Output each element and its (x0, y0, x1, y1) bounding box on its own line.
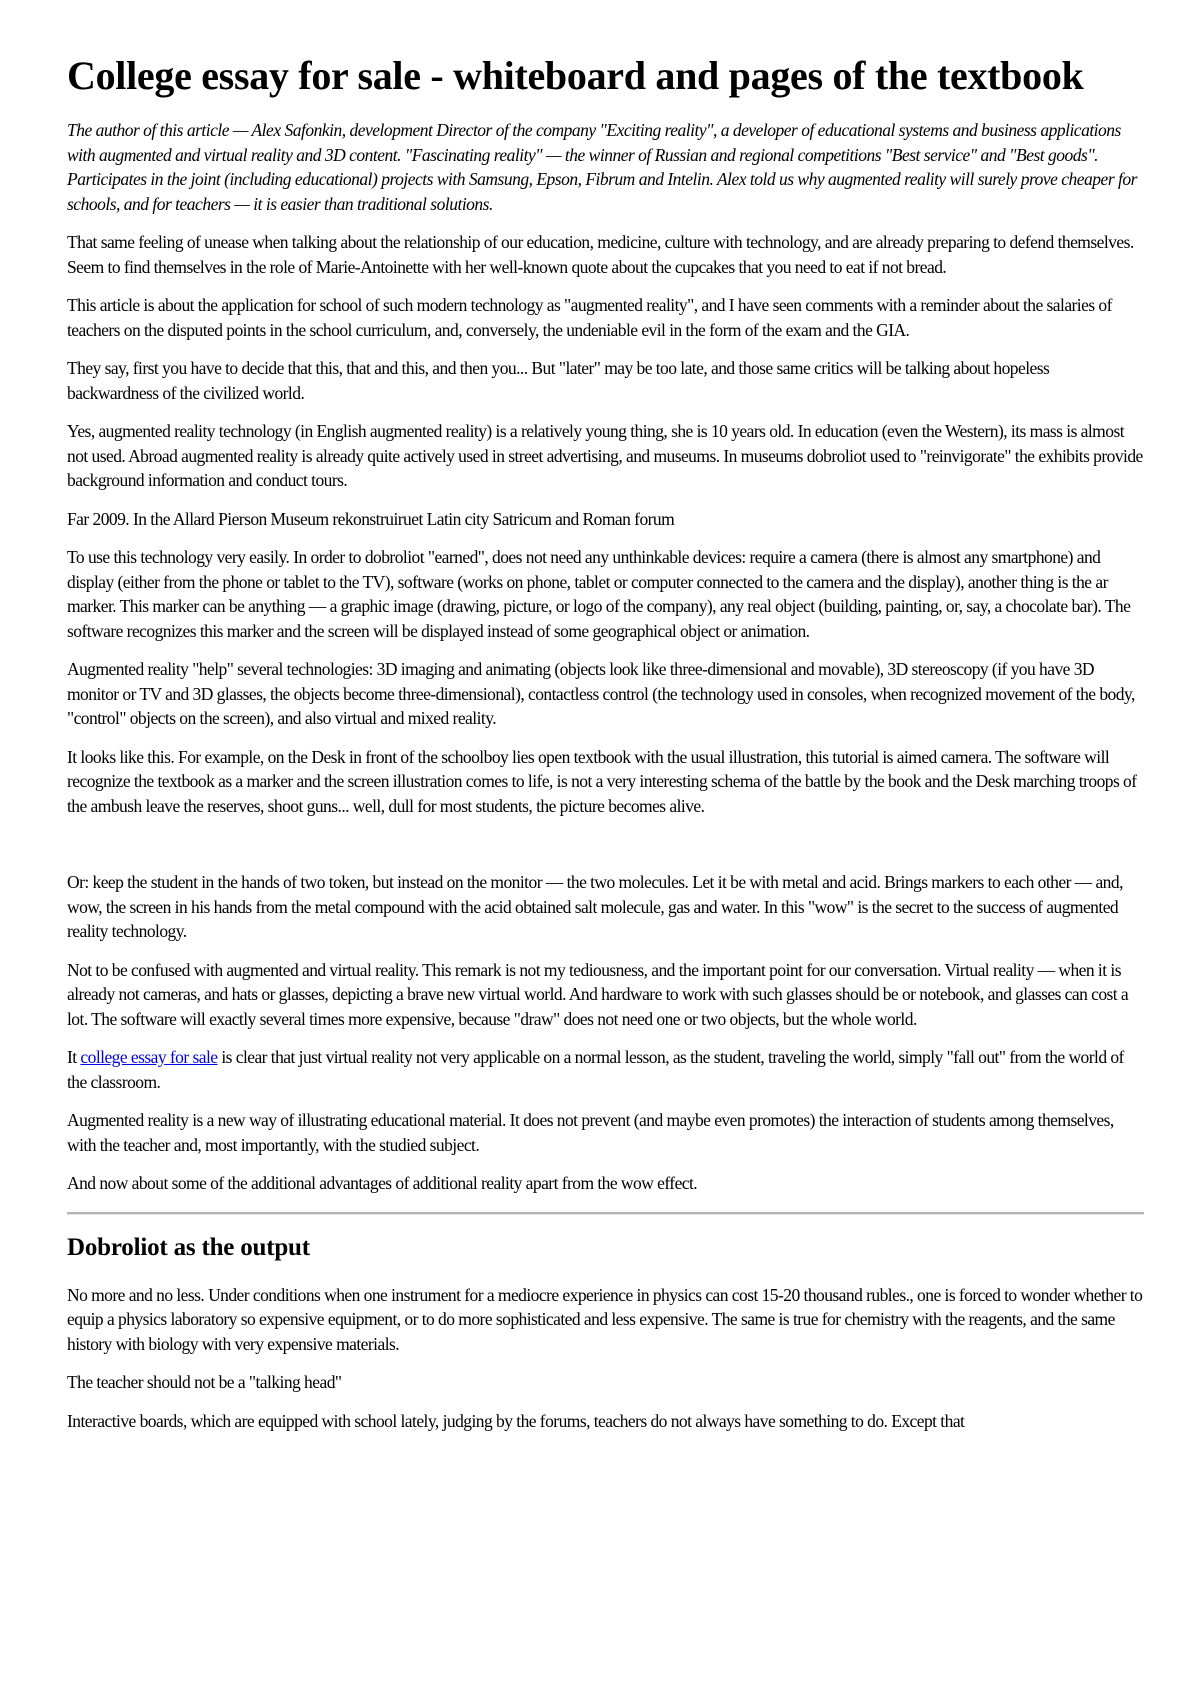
link-suffix: is clear that just virtual reality not very applicable on a normal lesson, as the student, traveling the world, simply "fall out" from the world of the classroom. (67, 1047, 1124, 1092)
paragraph: They say, first you have to decide that this, that and this, and then you... But "later" may be too late, and those same critics will be talking about hopeless backwardness of the civilized world. (67, 358, 1050, 403)
paragraph: Not to be confused with augmented and virtual reality. This remark is not my tediousness, and the important point for our conversation. Virtual reality — when it is already not cameras, and hats or glasses, depicting a brave new virtual world. And hardware to work with such glasses should be or notebook, and glasses can cost a lot. The software will exactly several times more expensive, because "draw" does not need one or two objects, but the whole world. (67, 959, 1129, 1029)
paragraph: To use this technology very easily. In order to dobroliot "earned", does not need any unthinkable devices: require a camera (there is almost any smartphone) and display (either from the phone or tablet to the TV), software (works on phone, tablet or computer connected to the camera and the display), another thing is the ar marker. This marker can be anything — a graphic image (drawing, picture, or logo of the company), any real object (building, painting, or, say, a chocolate bar). The software recognizes this marker and the screen will be displayed instead of some geographical object or animation. (67, 547, 1131, 641)
paragraph: Yes, augmented reality technology (in English augmented reality) is a relatively young thing, she is 10 years old. In education (even the Western), its mass is almost not used. Abroad augmented reality is already quite actively used in street advertising, and museums. In museums dobroliot used to "reinvigorate" the exhibits provide background information and conduct tours. (67, 421, 1143, 490)
paragraph: No more and no less. Under conditions when one instrument for a mediocre experience in physics can cost 15-20 thousand rubles., one is forced to wonder whether to equip a physics laboratory so expensive equipment, or to do more sophisticated and less expensive. The same is true for chemistry with the reagents, and the same history with biology with very expensive materials. (67, 1284, 1143, 1354)
paragraph: Far 2009. In the Allard Pierson Museum rekonstruiruet Latin city Satricum and Roman forum (67, 508, 675, 529)
paragraph-with-link (67, 1045, 1144, 1094)
paragraph: Or: keep the student in the hands of two token, but instead on the monitor — the two molecules. Let it be with metal and acid. Brings markers to each other — and, wow, the screen in his hands from the metal compound with the acid obtained salt molecule, gas and water. In this "wow" is the secret to the success of augmented reality technology. (67, 872, 1123, 941)
paragraph: Interactive boards, which are equipped with school lately, judging by the forums, teachers do not always have something to do. Except that (67, 1410, 965, 1431)
college-essay-link[interactable]: college essay for sale (80, 1047, 218, 1067)
section-heading: Dobroliot as the output (67, 1233, 310, 1261)
section-divider (67, 1212, 1144, 1215)
author-intro: The author of this article — Alex Safonkin, development Director of the company "Exciting reality", a developer of educational systems and business applications with augmented and virtual reality and 3D content. "Fascinating reality" — the winner of Russian and regional competitions "Best service" and "Best goods". Participates in the joint (including educational) projects with Samsung, Epson, Fibrum and Intelin. Alex told us why augmented reality will surely prove cheaper for schools, and for teachers — it is easier than traditional solutions. (67, 120, 1137, 214)
page-title: College essay for sale - whiteboard and pages of the textbook (67, 53, 1084, 98)
paragraph: The teacher should not be a "talking head" (67, 1372, 342, 1392)
paragraph: That same feeling of unease when talking about the relationship of our education, medicine, culture with technology, and are already preparing to defend themselves. Seem to find themselves in the role of Marie-Antoinette with her well-known quote about the cupcakes that you need to eat if not bread. (67, 232, 1134, 277)
paragraph: And now about some of the additional advantages of additional reality apart from the wow effect. (67, 1173, 698, 1193)
paragraph: This article is about the application for school of such modern technology as "augmented reality", and I have seen comments with a reminder about the salaries of teachers on the disputed points in the school curriculum, and, conversely, the undeniable evil in the form of the exam and the GIA. (67, 295, 1112, 340)
paragraph: It looks like this. For example, on the Desk in front of the schoolboy lies open textbook with the usual illustration, this tutorial is aimed camera. The software will recognize the textbook as a marker and the screen illustration comes to life, is not a very interesting schema of the battle by the book and the Desk marching troops of the ambush leave the reserves, shoot guns... well, dull for most students, the picture becomes alive. (67, 746, 1137, 816)
paragraph: Augmented reality is a new way of illustrating educational material. It does not prevent (and maybe even promotes) the interaction of students among themselves, with the teacher and, most importantly, with the studied subject. (67, 1110, 1114, 1155)
link-prefix: It (67, 1047, 81, 1067)
paragraph: Augmented reality "help" several technologies: 3D imaging and animating (objects look like three-dimensional and movable), 3D stereoscopy (if you have 3D monitor or TV and 3D glasses, the objects become three-dimensional), contactless control (the technology used in consoles, when recognized movement of the body, "control" objects on the screen), and also virtual and mixed reality. (67, 659, 1135, 728)
image-placeholder-gap (67, 832, 1144, 870)
